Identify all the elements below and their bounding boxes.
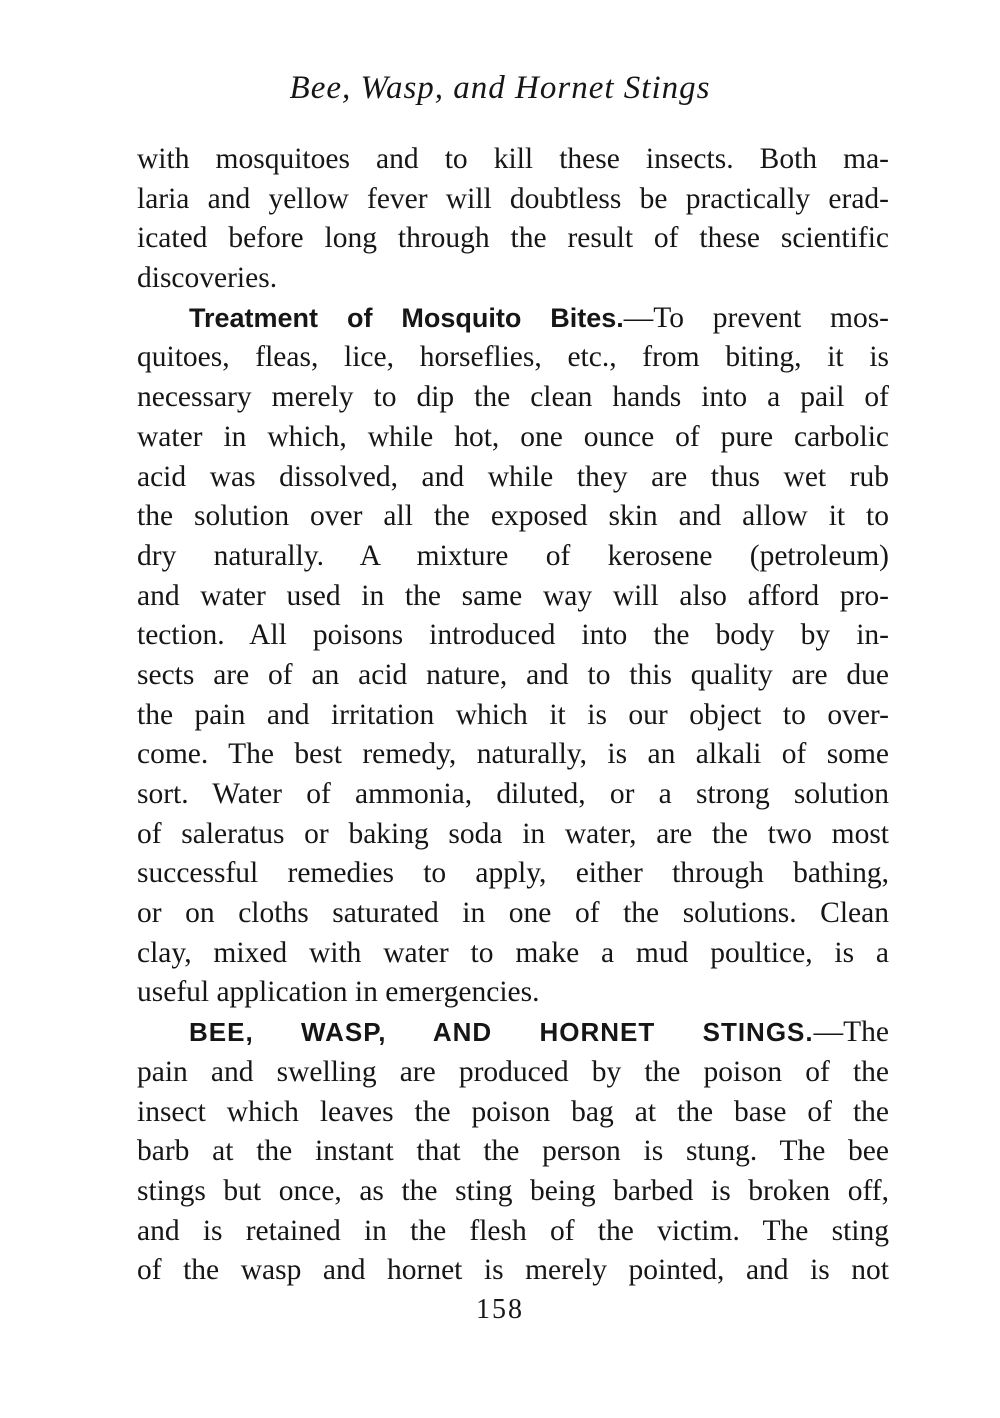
text-line: and is retained in the flesh of the victim. The sting bbox=[137, 1214, 889, 1247]
text-line: water in which, while hot, one ounce of pure carbolic bbox=[137, 420, 889, 453]
text-line: the solution over all the exposed skin and allow it to bbox=[137, 500, 889, 533]
text-line: acid was dissolved, and while they are thus wet rub bbox=[137, 460, 889, 493]
text-line: successful remedies to apply, either through bathing, bbox=[137, 857, 889, 890]
text-line: the pain and irritation which it is our object to over- bbox=[137, 698, 889, 731]
text-line: useful application in emergencies. bbox=[137, 976, 540, 1009]
text-line: and water used in the same way will also afford pro- bbox=[137, 579, 889, 612]
text-line: laria and yellow fever will doubtless be practically erad- bbox=[137, 182, 889, 215]
text-line: with mosquitoes and to kill these insects. Both ma- bbox=[137, 143, 889, 175]
text-line bbox=[137, 1013, 889, 1053]
text-line: sort. Water of ammonia, diluted, or a strong solution bbox=[137, 778, 889, 810]
text-line: discoveries. bbox=[137, 262, 278, 295]
text-line: icated before long through the result of these scientific bbox=[137, 222, 889, 255]
text-line: tection. All poisons introduced into the body by in- bbox=[137, 619, 889, 652]
text-line: dry naturally. A mixture of kerosene (petroleum) bbox=[137, 539, 889, 572]
section-heading-stings: BEE, WASP, AND HORNET STINGS. bbox=[189, 1017, 814, 1048]
text-line: of saleratus or baking soda in water, are the two most bbox=[137, 817, 889, 850]
body-text bbox=[137, 140, 889, 1291]
text-line: of the wasp and hornet is merely pointed, and is not bbox=[137, 1254, 889, 1287]
text-line: sects are of an acid nature, and to this quality are due bbox=[137, 658, 889, 691]
text-line: stings but once, as the sting being barbed is broken off, bbox=[137, 1174, 889, 1207]
text-line: insect which leaves the poison bag at the base of the bbox=[137, 1095, 889, 1128]
running-head: Bee, Wasp, and Hornet Stings bbox=[289, 70, 711, 106]
page-number: 158 bbox=[476, 1294, 524, 1325]
text-line-rest: —The bbox=[813, 1016, 889, 1049]
run-in-heading-mosquito-bites: Treatment of Mosquito Bites. bbox=[189, 302, 624, 333]
text-line: come. The best remedy, naturally, is an alkali of some bbox=[137, 738, 889, 771]
text-line: quitoes, fleas, lice, horseflies, etc., from biting, it is bbox=[137, 341, 889, 374]
text-line: clay, mixed with water to make a mud poultice, is a bbox=[137, 936, 889, 969]
text-line: necessary merely to dip the clean hands into a pail of bbox=[137, 381, 889, 414]
text-line: barb at the instant that the person is stung. The bee bbox=[137, 1135, 889, 1168]
text-line: or on cloths saturated in one of the solutions. Clean bbox=[137, 897, 889, 930]
text-line-rest: —To prevent mos- bbox=[623, 301, 890, 334]
text-line bbox=[137, 299, 889, 339]
text-line: pain and swelling are produced by the poison of the bbox=[137, 1055, 889, 1088]
